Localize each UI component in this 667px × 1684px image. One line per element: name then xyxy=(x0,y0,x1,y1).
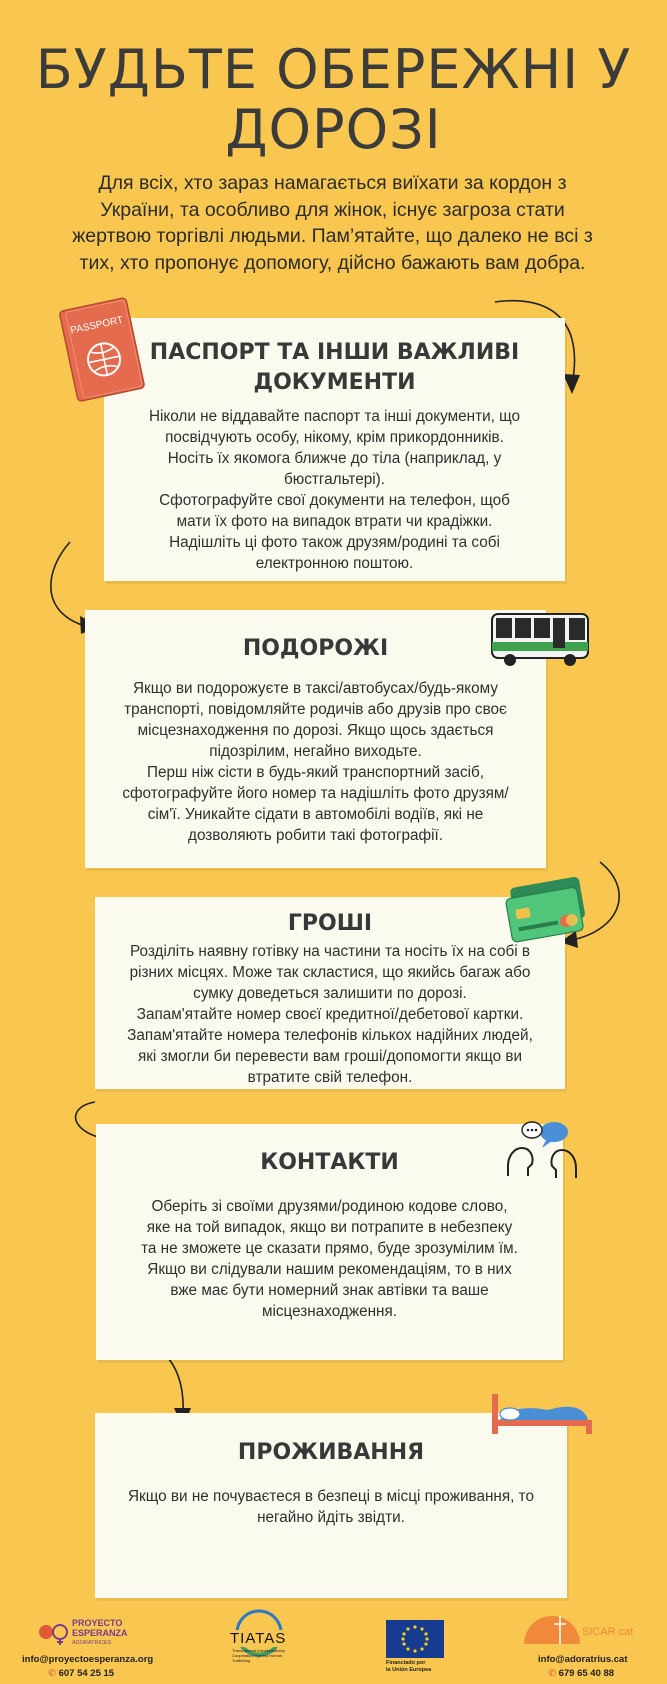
logo4-phone: ✆ 679 65 40 88 xyxy=(548,1668,615,1679)
section-contacts-title: КОНТАКТИ xyxy=(260,1150,399,1175)
section-travel-title: ПОДОРОЖІ xyxy=(242,636,389,661)
phone-icon: ✆ xyxy=(548,1668,556,1679)
credit-card-icon xyxy=(500,876,596,946)
logo1-email: info@proyectoesperanza.org xyxy=(22,1654,154,1665)
chat-people-icon xyxy=(500,1116,585,1181)
intro-text: Для всіх, хто зараз намагається виїхати за кордон з України, та особливо для жінок, існує загроза стати жертвою торгівлі людьми. Пам’ятайте, що далеко не всі з тих, хто пропонує допомогу, дійсно бажають вам добра. xyxy=(72,172,593,274)
logo1-phone: ✆ 607 54 25 15 xyxy=(48,1668,115,1679)
eu-caption: Financiado por la Unión Europea xyxy=(386,1660,432,1673)
bus-icon xyxy=(488,608,593,668)
page-title xyxy=(0,40,667,160)
section-travel-body: Якщо ви подорожуєте в таксі/автобусах/будь-якому транспорті, повідомляйте родичів або друзів про своє місцезнаходження по дорозі. Якщо щось здається підозрілим, негайно виходьте. Перш ніж сісти в будь-який транспортний засіб, сфотографуйте його номер та надішліть фото друзям/ сім'ї. Уникайте сідати в автомобілі водіїв, які не дозволяють робити такі фотографії. xyxy=(122,680,509,844)
section-travel xyxy=(85,610,546,868)
proyecto-esperanza-logo xyxy=(36,1622,70,1646)
section-documents-body: Ніколи не віддавайте паспорт та інші документи, що посвідчують особу, нікому, крім прикордонників. Носіть їх якомога ближче до тіла (наприклад, у бюстгальтері). Сфотографуйте свої документи на телефон, щоб мати їх фото на випадок втрати чи крадіжки. Надішліть ці фото також друзям/родині та собі електронною поштою. xyxy=(148,408,521,572)
tiatas-sub: Transnational Interdisciplinary Cooperation Against Human Trafficking xyxy=(232,1648,285,1663)
bed-icon xyxy=(488,1390,598,1440)
logo1-name: PROYECTO ESPERANZA ADORATRICES xyxy=(72,1618,128,1646)
section-contacts xyxy=(96,1124,563,1360)
section-documents-title: ПАСПОРТ ТА ІНШИ ВАЖЛИВІ ДОКУМЕНТИ xyxy=(149,340,520,395)
section-documents xyxy=(104,318,565,581)
svg-text:PASSPORT: PASSPORT xyxy=(69,314,125,337)
section-money-body: Розділіть наявну готівку на частини та носіть їх на собі в різних місцях. Може так скластися, що якийсь багаж або сумку доведеться залишити по дорозі. Запам'ятайте номер своєї кредитної/дебетової картки. Запам'ятайте номера телефонів кількох надійних людей, які змогли би перевести вам гроші/допомогти якщо ви втратите свій телефон. xyxy=(127,943,533,1086)
section-accommodation-title: ПРОЖИВАННЯ xyxy=(237,1440,425,1465)
logo4-email: info@adoratrius.cat xyxy=(538,1654,628,1665)
phone-icon: ✆ xyxy=(48,1668,56,1679)
page-title-line-2: ДОРОЗІ xyxy=(225,98,442,161)
section-money-title: ГРОШІ xyxy=(287,911,373,936)
sicar-name: SICAR cat xyxy=(582,1626,634,1638)
page-title-line-1: БУДЬТЕ ОБЕРЕЖНІ У xyxy=(35,38,632,101)
section-accommodation xyxy=(95,1413,567,1598)
sicar-logo xyxy=(520,1610,584,1646)
section-contacts-body: Оберіть зі своїми друзями/родиною кодове слово, яке на той випадок, якщо ви потрапите в небезпеку та не зможете це сказати прямо, буде зрозумілим їм. Якщо ви слідували нашим рекомендаціям, то в них вже має бути номерний знак автівки та ваше місцезнаходження. xyxy=(141,1198,518,1320)
eu-flag-icon xyxy=(386,1620,444,1658)
passport-icon xyxy=(50,290,150,410)
tiatas-name: TIATAS xyxy=(230,1630,287,1647)
section-money xyxy=(95,897,565,1089)
section-accommodation-body: Якщо ви не почуваєтеся в безпеці в місці проживання, то негайно йдіть звідти. xyxy=(128,1488,534,1526)
